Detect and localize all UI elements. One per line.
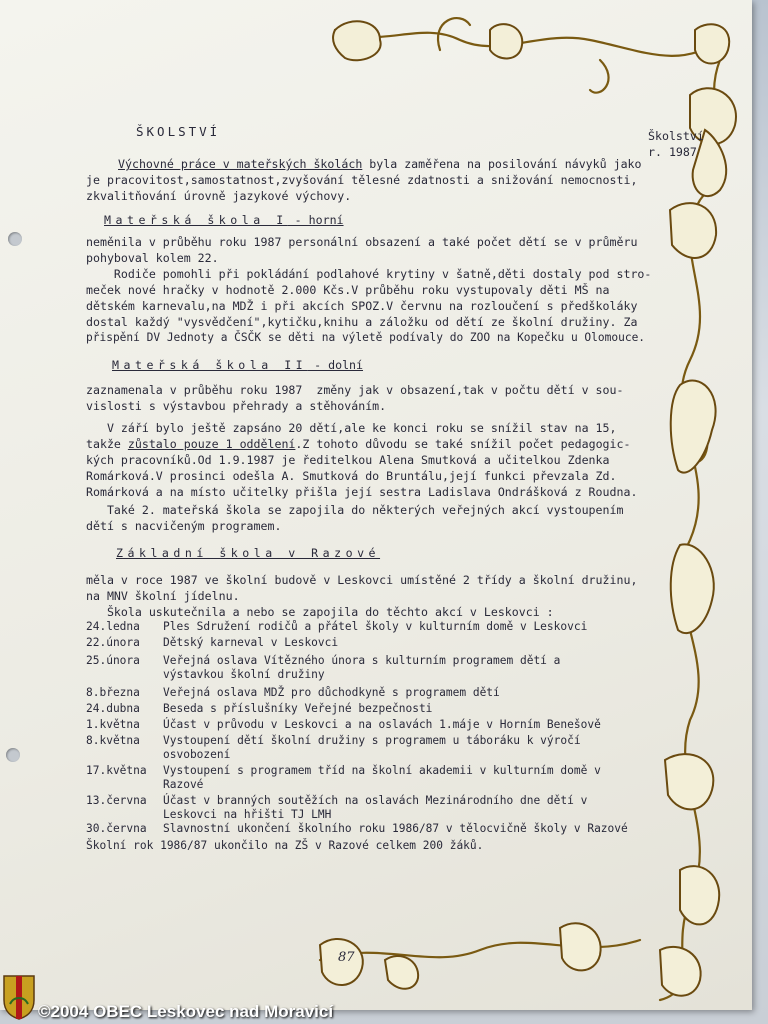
event-date: 8.května [86,734,140,747]
ms2-title-spaced: Mateřská škola II [112,358,308,372]
copyright-footer: ©2004 OBEC Leskovec nad Moravicí [38,1002,334,1021]
page-heading: ŠKOLSTVÍ [136,124,221,139]
ms1-title [104,212,344,228]
zs-title-spaced: Základní škola v Razové [116,546,381,560]
event-desc: Veřejná oslava Vítězného února s kulturním programem dětí a výstavkou školní družiny [163,654,561,681]
event-desc: Slavnostní ukončení školního roku 1986/87 v tělocvičně školy v Razové [163,822,628,835]
zs-closing: Školní rok 1986/87 ukončilo na ZŠ v Razové celkem 200 žáků. [86,839,484,852]
ms2-takze-a: takže [86,437,128,451]
event-date: 13.června [86,794,147,807]
side-note-title: Školství [648,129,704,143]
ms1-line: pohyboval kolem 22. [86,251,219,265]
ms1-title-rest: - horní [287,213,344,227]
ms1-title-spaced: Mateřská škola I [104,213,288,227]
zs-title [116,545,380,561]
ms2-takze-b: .Z tohoto důvodu se také snížil počet pedagogic- [295,437,631,451]
event-desc: Beseda s příslušníky Veřejné bezpečnosti [163,702,433,715]
coat-of-arms-logo [2,974,36,1020]
side-note-year: r. 1987 [648,145,697,159]
intro-line-3: zkvalitňování úrovně jazykové výchovy. [86,189,352,203]
event-desc: Vystoupení dětí školní družiny s programem u táboráku k výročí osvobození [163,734,581,761]
ms2-line: dětí s nacvičeným programem. [86,519,282,533]
ms2-line: zaznamenala v průběhu roku 1987 změny jak v obsazení,tak v počtu dětí v sou- [86,383,624,397]
ms1-line: dostal každý "vysvědčení",kytičku,knihu a záložku od dětí ze školní družiny. Za [86,315,638,329]
event-date: 30.června [86,822,147,835]
event-date: 8.března [86,686,140,699]
event-desc: Vystoupení s programem tříd na školní akademii v kulturním domě v Razové [163,764,601,791]
ms2-line: Také 2. mateřská škola se zapojila do některých veřejných akcí vystoupením [86,503,624,517]
event-desc: Veřejná oslava MDŽ pro důchodkyně s programem dětí [163,686,500,699]
zs-line: měla v roce 1987 ve školní budově v Leskovci umístěné 2 třídy a školní družinu, [86,573,638,587]
ms2-line: kých pracovníků.Od 1.9.1987 je ředitelkou Alena Smutková a učitelkou Zdenka [86,453,610,467]
ms2-title-rest: - dolní [307,358,364,372]
ms1-line: přispění DV Jednoty a ČSČK se děti na výletě podívaly do ZOO na Kopečku u Olomouce. [86,331,646,344]
event-desc: Účast v branných soutěžích na oslavách Mezinárodního dne dětí v Leskovci na hřišti TJ LMH [163,794,588,821]
event-date: 25.února [86,654,140,667]
intro-line-1-rest: byla zaměřena na posilování návyků jako [362,157,642,171]
ms2-line: V září bylo ještě zapsáno 20 dětí,ale ke konci roku se snížil stav na 15, [86,421,617,435]
event-date: 24.dubna [86,702,140,715]
intro-underlined: Výchovné práce v mateřských školách [118,157,363,171]
zs-line: na MNV školní jídelnu. [86,589,240,603]
side-note [648,128,704,160]
event-date: 24.ledna [86,620,140,633]
event-desc: Účast v průvodu v Leskovci a na oslavách 1.máje v Horním Benešově [163,718,601,731]
event-desc: Dětský karneval v Leskovci [163,636,339,649]
ms2-title [112,357,363,373]
event-desc: Ples Sdružení rodičů a přátel školy v kulturním domě v Leskovci [163,620,588,633]
ms2-line-takze [86,436,630,452]
event-date: 17.května [86,764,147,777]
ms2-takze-underlined: zůstalo pouze 1 oddělení [127,437,296,451]
ms1-line: neměnila v průběhu roku 1987 personální obsazení a také počet dětí se v průměru [86,235,638,249]
page-number: 87 [338,950,355,965]
ms2-line: Romárková a na místo učitelky přišla její sestra Ladislava Ondrášková z Roudna. [86,485,638,499]
intro-line-2: je pracovitost,samostatnost,zvyšování tělesné zdatnosti a snižování nemocnosti, [86,173,638,187]
ms1-line: meček nové hračky v hodnotě 2.000 Kčs.V průběhu roku vystupovaly děti MŠ na [86,283,610,297]
ms2-line: vislosti s výstavbou přehrady a stěhováním. [86,399,387,413]
zs-line: Škola uskutečnila a nebo se zapojila do těchto akcí v Leskovci : [86,605,554,619]
ms2-line: Romárková.V prosinci odešla A. Smutková do Bruntálu,její funkci převzala Zd. [86,469,617,483]
intro-line-1 [118,156,642,172]
ms1-line: dětském karnevalu,na MDŽ i při akcích SPOZ.V červnu na rozloučení s předškoláky [86,299,638,313]
event-date: 22.února [86,636,140,649]
event-date: 1.května [86,718,140,731]
ms1-line: Rodiče pomohli při pokládání podlahové krytiny v šatně,děti dostaly pod stro- [86,267,652,281]
